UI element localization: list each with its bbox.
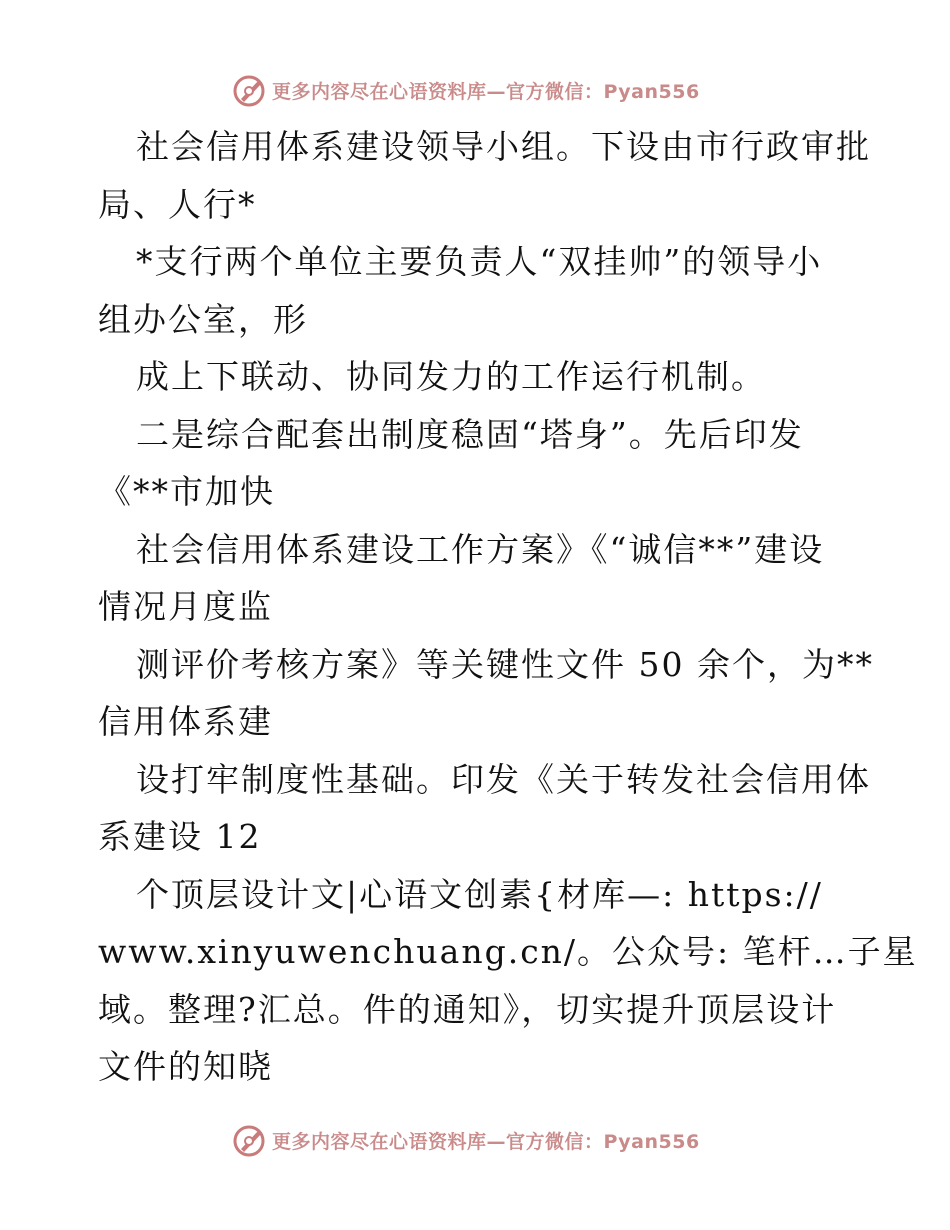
text-line: *支行两个单位主要负责人“双挂帅”的领导小 <box>136 242 823 281</box>
text-line: 测评价考核方案》等关键性文件 50 余个，为** <box>136 644 874 684</box>
footer-banner-text: 更多内容尽在心语资料库—官方微信：Pyan556 <box>272 1130 700 1153</box>
text-line: 系建设 12 <box>98 817 262 856</box>
pen-logo-icon <box>232 72 268 108</box>
document-body <box>98 118 918 1096</box>
text-line: 信用体系建 <box>98 702 273 741</box>
text-line: 域。整理?汇总。件的通知》，切实提升顶层设计 <box>98 989 837 1029</box>
text-line: 社会信用体系建设工作方案》《“诚信**”建设 <box>136 529 825 569</box>
footer-banner <box>232 1120 752 1160</box>
text-line: 二是综合配套出制度稳固“塔身”。先后印发 <box>136 414 804 454</box>
text-line: 个顶层设计文|心语文创素{材库—: https:// <box>136 874 823 914</box>
text-line: 社会信用体系建设领导小组。下设由市行政审批 <box>136 127 871 166</box>
text-line: www.xinyuwenchuang.cn/。公众号: 笔杆…子星 <box>98 932 918 971</box>
text-line: 组办公室，形 <box>98 299 308 339</box>
text-line: 情况月度监 <box>98 587 273 626</box>
text-line: 《**市加快 <box>98 472 275 511</box>
text-line: 局、人行* <box>98 184 257 224</box>
header-banner <box>232 70 752 110</box>
text-line: 设打牢制度性基础。印发《关于转发社会信用体 <box>136 759 871 799</box>
header-banner-text: 更多内容尽在心语资料库—官方微信：Pyan556 <box>272 80 700 103</box>
pen-logo-icon <box>232 1122 268 1158</box>
text-line: 成上下联动、协同发力的工作运行机制。 <box>136 357 766 396</box>
text-line: 文件的知晓 <box>98 1047 273 1086</box>
